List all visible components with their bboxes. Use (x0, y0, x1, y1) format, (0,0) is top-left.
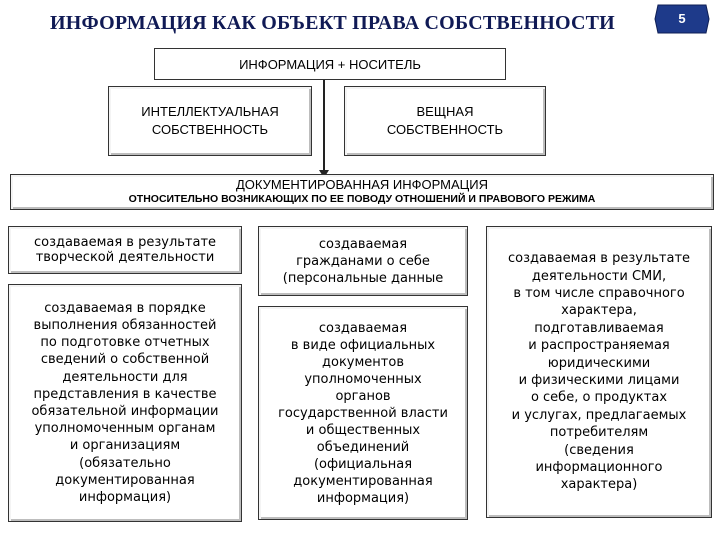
mandatory-information-box (8, 284, 242, 522)
official-docs-line: объединений (316, 439, 410, 455)
media-line: юридическими (547, 355, 651, 371)
official-docs-line: информация) (316, 490, 410, 506)
intellectual-property-box (108, 86, 312, 156)
property-box (344, 86, 546, 156)
media-line: о себе, о продуктах (530, 390, 668, 406)
official-docs-line: документированная (293, 473, 433, 489)
creative-activity-line-1: создаваемая в результате (33, 234, 217, 250)
property-line-1: ВЕЩНАЯ (416, 104, 474, 119)
personal-data-line: (персональные данные (282, 270, 444, 286)
media-line: деятельности СМИ, (531, 268, 667, 284)
media-line: подготавливаемая (534, 320, 664, 336)
personal-data-line: создаваемая (318, 236, 408, 252)
official-docs-line: создаваемая (318, 320, 408, 336)
media-line: информационного (535, 460, 663, 476)
mandatory-line: сведений о собственной (40, 352, 210, 368)
media-line: характера, (561, 303, 637, 319)
media-line: и распространяемая (528, 338, 670, 354)
official-docs-line: документов (322, 354, 404, 370)
media-line: в том числе справочного (513, 285, 685, 301)
creative-activity-box (8, 226, 242, 274)
media-line: и физическими лицами (518, 373, 680, 388)
personal-data-line: гражданами о себе (296, 253, 430, 269)
media-line: и услугах, предлагаемых (511, 407, 687, 423)
mandatory-line: выполнения обязанностей (33, 317, 217, 333)
personal-data-box (258, 226, 468, 296)
mandatory-line: обязательной информации (31, 404, 219, 419)
mandatory-line: и организациям (69, 438, 181, 454)
official-docs-line: (официальная (313, 456, 413, 472)
information-plus-carrier-label: ИНФОРМАЦИЯ + НОСИТЕЛЬ (239, 56, 421, 72)
documented-information-box (10, 174, 714, 210)
official-docs-line: органов (335, 388, 391, 404)
documented-information-subtitle: ОТНОСИТЕЛЬНО ВОЗНИКАЮЩИХ ПО ЕЕ ПОВОДУ ОТНОШЕНИЙ И ПРАВОВОГО РЕЖИМА (128, 193, 596, 205)
intellectual-property-line-2: СОБСТВЕННОСТЬ (151, 122, 269, 137)
mandatory-line: представления в качестве (33, 386, 217, 402)
mandatory-line: документированная (55, 472, 195, 488)
mandatory-line: деятельности для (62, 369, 188, 385)
media-line: характера) (560, 477, 638, 493)
mandatory-line: создаваемая в порядке (44, 300, 206, 316)
media-line: создаваемая в результате (507, 251, 691, 267)
official-docs-line: в виде официальных (290, 337, 436, 353)
media-line: потребителям (549, 425, 649, 441)
mandatory-line: информация) (78, 490, 172, 506)
official-docs-line: и общественных (305, 422, 421, 438)
mandatory-line: уполномоченным органам (34, 421, 216, 437)
official-documents-box (258, 306, 468, 520)
media-line: (сведения (564, 442, 634, 458)
creative-activity-line-2: творческой деятельности (35, 250, 215, 265)
property-line-2: СОБСТВЕННОСТЬ (386, 122, 504, 137)
documented-information-title: ДОКУМЕНТИРОВАННАЯ ИНФОРМАЦИЯ (235, 177, 489, 192)
intellectual-property-line-1: ИНТЕЛЛЕКТУАЛЬНАЯ (141, 104, 279, 119)
page-number: 5 (678, 11, 686, 26)
mandatory-line: по подготовке отчетных (40, 335, 210, 351)
mandatory-line: (обязательно (79, 455, 171, 471)
slide-title: ИНФОРМАЦИЯ КАК ОБЪЕКТ ПРАВА СОБСТВЕННОСТИ (50, 12, 615, 34)
official-docs-line: уполномоченных (304, 371, 422, 387)
official-docs-line: государственной власти (278, 405, 448, 421)
information-plus-carrier-box (154, 48, 506, 80)
media-information-box (486, 226, 712, 518)
